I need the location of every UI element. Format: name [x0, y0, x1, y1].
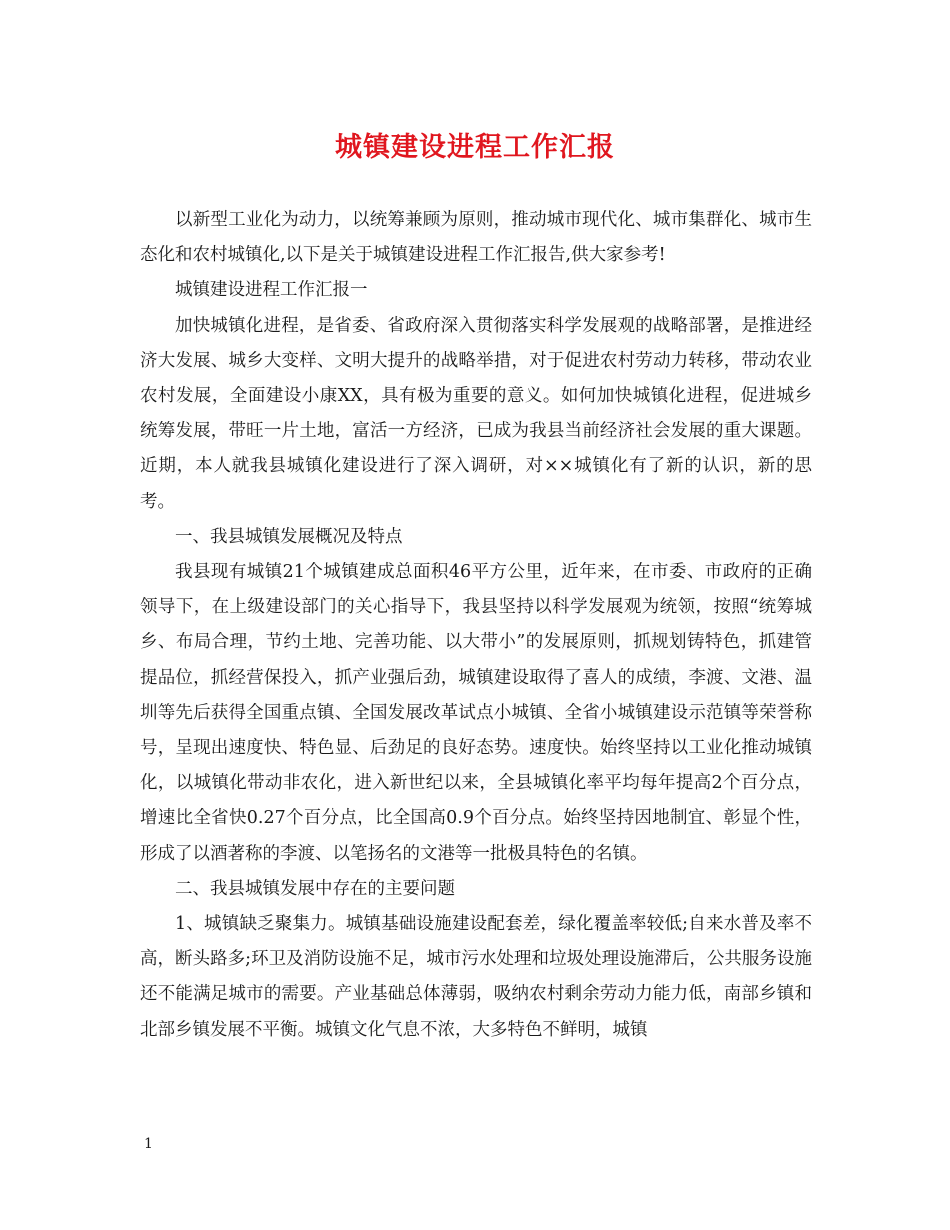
page-number: 1: [144, 1136, 153, 1152]
paragraph: 我县现有城镇21个城镇建成总面积46平方公里，近年来，在市委、市政府的正确领导下，在上级建设部门的关心指导下，我县坚持以科学发展观为统领，按照“统筹城乡、布局合理，节约土地、完善功能、以大带小”的发展原则，抓规划铸特色，抓建管提品位，抓经营保投入，抓产业强后劲，城镇建设取得了喜人的成绩，李渡、文港、温圳等先后获得全国重点镇、全国发展改革试点小城镇、全省小城镇建设示范镇等荣誉称号，呈现出速度快、特色显、后劲足的良好态势。速度快。始终坚持以工业化推动城镇化，以城镇化带动非农化，进入新世纪以来，全县城镇化率平均每年提高2个百分点，增速比全省快0.27个百分点，比全国高0.9个百分点。始终坚持因地制宜、彰显个性，形成了以酒著称的李渡、以笔扬名的文港等一批极具特色的名镇。: [140, 562, 812, 864]
section-heading: 城镇建设进程工作汇报一: [175, 280, 368, 301]
paragraph: 加快城镇化进程，是省委、省政府深入贯彻落实科学发展观的战略部署，是推进经济大发展、城乡大变样、文明大提升的战略举措，对于促进农村劳动力转移，带动农业农村发展，全面建设小康XX，具有极为重要的意义。如何加快城镇化进程，促进城乡统筹发展，带旺一片土地，富活一方经济，已成为我县当前经济社会发展的重大课题。近期，本人就我县城镇化建设进行了深入调研，对××城镇化有了新的认识，新的思考。: [140, 315, 812, 512]
section-heading: 一、我县城镇发展概况及特点: [175, 526, 403, 547]
section-heading: 二、我县城镇发展中存在的主要问题: [175, 878, 455, 899]
paragraph: 以新型工业化为动力，以统筹兼顾为原则，推动城市现代化、城市集群化、城市生态化和农村城镇化,以下是关于城镇建设进程工作汇报告,供大家参考!: [140, 210, 812, 266]
document-title: 城镇建设进程工作汇报: [335, 132, 615, 163]
paragraph: 1、城镇缺乏聚集力。城镇基础设施建设配套差，绿化覆盖率较低;自来水普及率不高，断头路多;环卫及消防设施不足，城市污水处理和垃圾处理设施滞后，公共服务设施还不能满足城市的需要。产业基础总体薄弱，吸纳农村剩余劳动力能力低，南部乡镇和北部乡镇发展不平衡。城镇文化气息不浓，大多特色不鲜明，城镇: [140, 914, 812, 1040]
document-body: [140, 203, 812, 1048]
